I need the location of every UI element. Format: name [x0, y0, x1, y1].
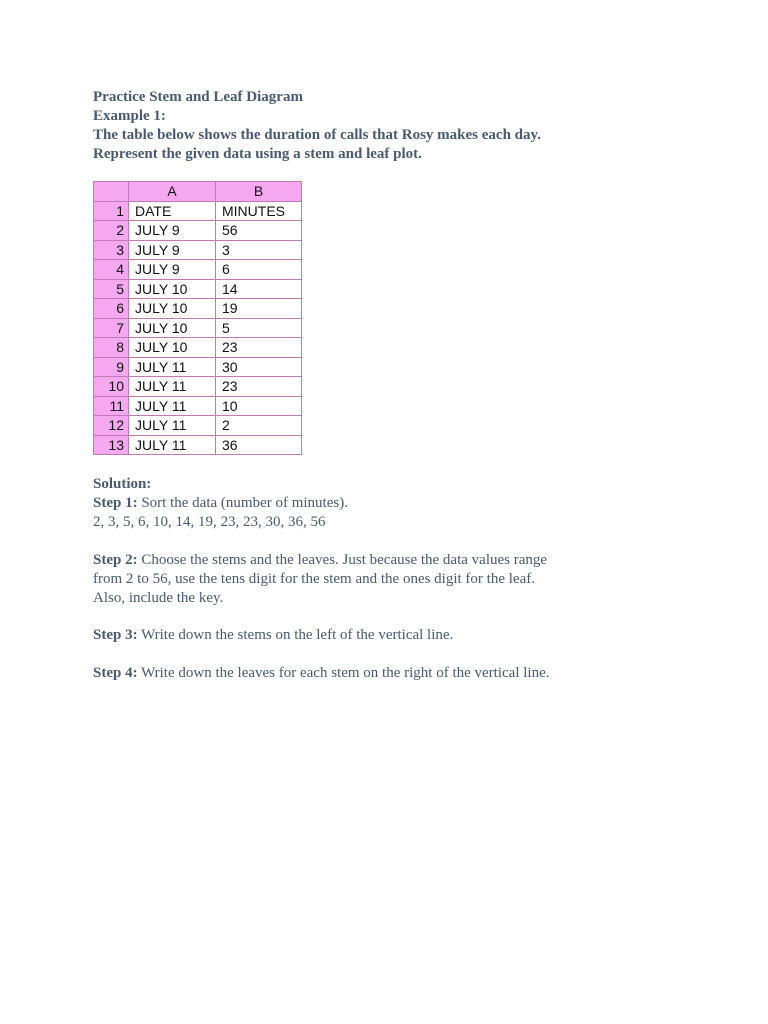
- row-number-cell: 8: [94, 338, 129, 358]
- date-cell: JULY 10: [129, 338, 216, 358]
- date-cell: JULY 11: [129, 416, 216, 436]
- table-row: [94, 201, 302, 221]
- row-number-cell: 4: [94, 260, 129, 280]
- date-cell: DATE: [129, 201, 216, 221]
- row-number-cell: 12: [94, 416, 129, 436]
- step-2-text-line-3: Also, include the key.: [93, 590, 224, 606]
- minutes-cell: 56: [216, 221, 302, 241]
- column-header-a: A: [129, 182, 216, 202]
- step-3-text: Write down the stems on the left of the vertical line.: [137, 627, 454, 643]
- step-3-label: Step 3:: [93, 627, 138, 643]
- step-1-text: Sort the data (number of minutes).: [137, 495, 348, 511]
- table-row: [94, 396, 302, 416]
- date-cell: JULY 10: [129, 279, 216, 299]
- minutes-cell: 23: [216, 377, 302, 397]
- date-cell: JULY 11: [129, 377, 216, 397]
- table-row: [94, 377, 302, 397]
- example-label: Example 1:: [93, 108, 166, 124]
- minutes-cell: MINUTES: [216, 201, 302, 221]
- minutes-cell: 3: [216, 240, 302, 260]
- date-cell: JULY 9: [129, 260, 216, 280]
- table-row: [94, 357, 302, 377]
- row-number-cell: 3: [94, 240, 129, 260]
- date-cell: JULY 10: [129, 299, 216, 319]
- row-number-cell: 10: [94, 377, 129, 397]
- minutes-cell: 19: [216, 299, 302, 319]
- date-cell: JULY 11: [129, 396, 216, 416]
- sorted-data: 2, 3, 5, 6, 10, 14, 19, 23, 23, 30, 36, 56: [93, 514, 326, 530]
- corner-cell: [94, 182, 129, 202]
- table-row: [94, 279, 302, 299]
- date-cell: JULY 11: [129, 435, 216, 455]
- minutes-cell: 6: [216, 260, 302, 280]
- spreadsheet-table: [93, 181, 302, 455]
- step-4: [93, 664, 550, 683]
- minutes-cell: 36: [216, 435, 302, 455]
- page-title: Practice Stem and Leaf Diagram: [93, 89, 303, 105]
- column-header-b: B: [216, 182, 302, 202]
- minutes-cell: 5: [216, 318, 302, 338]
- row-number-cell: 7: [94, 318, 129, 338]
- date-cell: JULY 10: [129, 318, 216, 338]
- step-2-text-line-1: Choose the stems and the leaves. Just because the data values range: [137, 552, 548, 568]
- minutes-cell: 2: [216, 416, 302, 436]
- table-row: [94, 338, 302, 358]
- step-4-text: Write down the leaves for each stem on the right of the vertical line.: [137, 665, 550, 681]
- solution-label: Solution:: [93, 476, 152, 492]
- table-row: [94, 240, 302, 260]
- minutes-cell: 23: [216, 338, 302, 358]
- date-cell: JULY 11: [129, 357, 216, 377]
- row-number-cell: 11: [94, 396, 129, 416]
- date-cell: JULY 9: [129, 221, 216, 241]
- row-number-cell: 1: [94, 201, 129, 221]
- problem-statement-line-2: Represent the given data using a stem and leaf plot.: [93, 146, 422, 162]
- table-header-row: [94, 182, 302, 202]
- table-row: [94, 221, 302, 241]
- table-row: [94, 416, 302, 436]
- table-row: [94, 260, 302, 280]
- row-number-cell: 13: [94, 435, 129, 455]
- minutes-cell: 30: [216, 357, 302, 377]
- table-row: [94, 318, 302, 338]
- step-2-text-line-2: from 2 to 56, use the tens digit for the stem and the ones digit for the leaf.: [93, 571, 535, 587]
- table-row: [94, 299, 302, 319]
- step-2-label: Step 2:: [93, 552, 138, 568]
- table-row: [94, 435, 302, 455]
- row-number-cell: 2: [94, 221, 129, 241]
- minutes-cell: 10: [216, 396, 302, 416]
- problem-statement-line-1: The table below shows the duration of calls that Rosy makes each day.: [93, 127, 541, 143]
- step-3: [93, 626, 453, 645]
- step-1-label: Step 1:: [93, 495, 138, 511]
- row-number-cell: 5: [94, 279, 129, 299]
- step-4-label: Step 4:: [93, 665, 138, 681]
- row-number-cell: 6: [94, 299, 129, 319]
- minutes-cell: 14: [216, 279, 302, 299]
- step-1: [93, 494, 348, 513]
- row-number-cell: 9: [94, 357, 129, 377]
- step-2: [93, 551, 547, 570]
- date-cell: JULY 9: [129, 240, 216, 260]
